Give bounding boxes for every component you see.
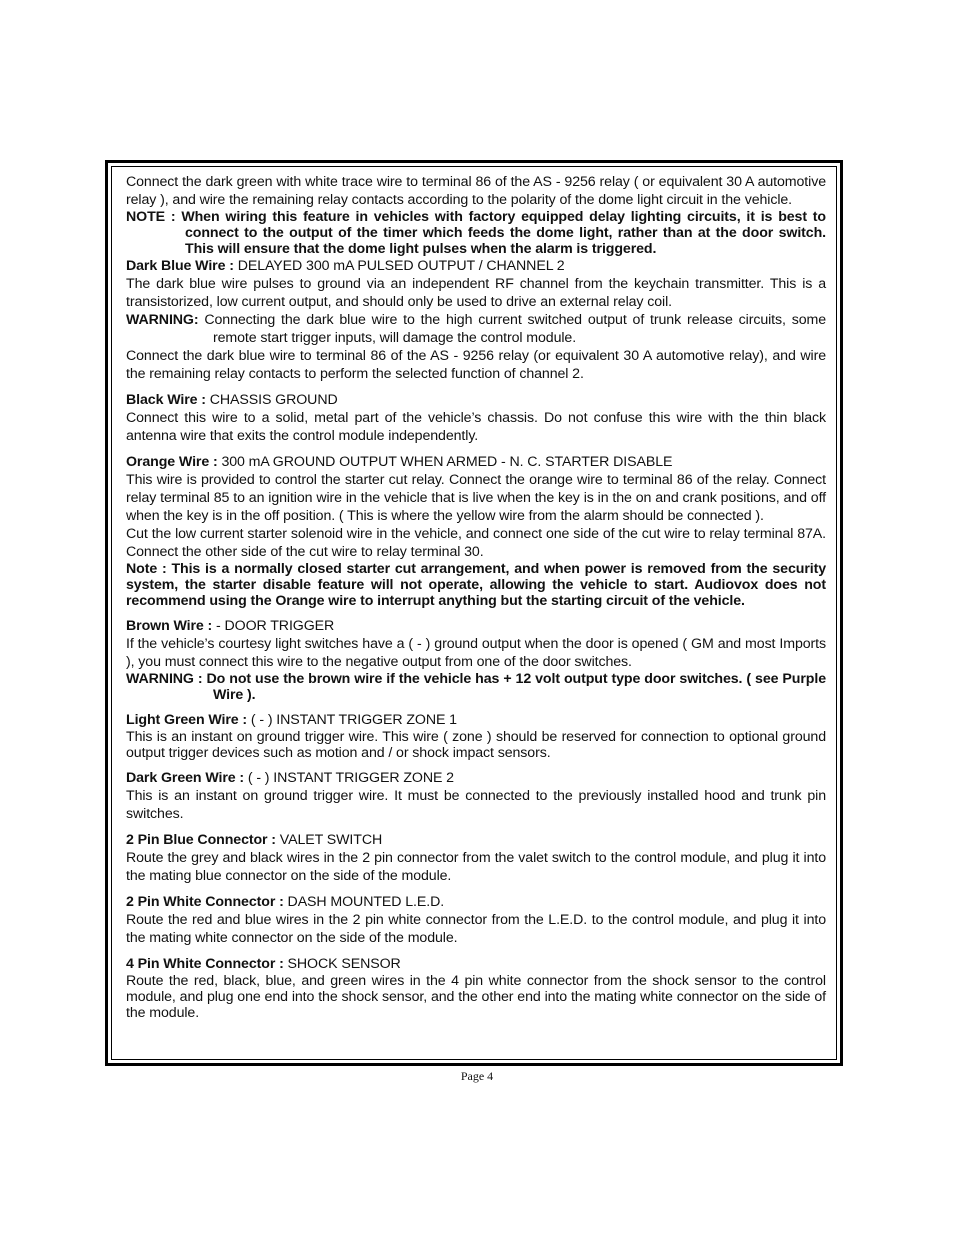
- brown-title: - DOOR TRIGGER: [216, 618, 335, 634]
- dark-green-label: Dark Green Wire :: [126, 770, 248, 786]
- light-green-heading: [126, 711, 826, 729]
- light-green-title: ( - ) INSTANT TRIGGER ZONE 1: [250, 712, 457, 728]
- brown-warning: WARNING : Do not use the brown wire if the vehicle has + 12 volt output type door switches. ( see Purple Wire ).: [126, 671, 826, 703]
- light-green-text: This is an instant on ground trigger wire. This wire ( zone ) should be reserved for connection to optional ground output trigger devices such as motion and / or shock impact sensors.: [126, 729, 826, 761]
- four-pin-label: 4 Pin White Connector :: [126, 956, 288, 972]
- white-connector-text: Route the red and blue wires in the 2 pin white connector from the L.E.D. to the control module, and plug it into the mating white connector on the side of the module.: [126, 912, 826, 946]
- page-frame: [105, 160, 843, 1066]
- blue-connector-text: Route the grey and black wires in the 2 pin connector from the valet switch to the control module, and plug it into the mating blue connector on the side of the module.: [126, 850, 826, 884]
- orange-heading: [126, 453, 826, 471]
- four-pin-heading: [126, 955, 826, 973]
- dark-blue-heading: [126, 257, 826, 275]
- black-text: Connect this wire to a solid, metal part of the vehicle’s chassis. Do not confuse this wire with the thin black antenna wire that exits the control module independently.: [126, 410, 826, 444]
- orange-text: This wire is provided to control the starter cut relay. Connect the orange wire to terminal 86 of the relay. Connect relay terminal 85 to an ignition wire in the vehicle that is live when the key is in the on and crank positions, and off when the key is in the off position. ( This is where the yellow wire from the alarm should be connected ).: [126, 472, 826, 524]
- blue-connector-label: 2 Pin Blue Connector :: [126, 832, 280, 848]
- white-connector-title: DASH MOUNTED L.E.D.: [287, 894, 445, 910]
- page-number: Page 4: [460, 1069, 494, 1083]
- dark-blue-text-2: Connect the dark blue wire to terminal 86 of the AS - 9256 relay (or equivalent 30 A automotive relay), and wire the remaining relay contacts to perform the selected function of channel 2.: [126, 348, 826, 382]
- dark-blue-text: The dark blue wire pulses to ground via an independent RF channel from the keychain transmitter. This is a transistorized, low current output, and should only be used to drive an external relay coil.: [126, 276, 826, 310]
- orange-label: Orange Wire :: [126, 454, 222, 470]
- light-green-label: Light Green Wire :: [126, 712, 251, 728]
- black-label: Black Wire :: [126, 392, 210, 408]
- orange-note: Note : This is a normally closed starter cut arrangement, and when power is removed from the security system, the starter disable feature will not operate, allowing the vehicle to start. Audiovox does not recommend using the Orange wire to interrupt anything but the starting circuit of the vehicle.: [126, 561, 826, 609]
- content-box: [111, 166, 837, 1060]
- blue-connector-title: VALET SWITCH: [279, 832, 383, 848]
- four-pin-text: Route the red, black, blue, and green wires in the 4 pin white connector from the shock sensor to the control module, and plug one end into the shock sensor, and the other end into the mating white connector on the side of the module.: [126, 973, 826, 1021]
- brown-text: If the vehicle’s courtesy light switches have a ( - ) ground output when the door is opened ( GM and most Imports ), you must connect this wire to the negative output from one of the door switches.: [126, 636, 826, 670]
- white-connector-heading: [126, 893, 826, 911]
- dark-blue-title: DELAYED 300 mA PULSED OUTPUT / CHANNEL 2: [237, 258, 565, 274]
- black-title: CHASSIS GROUND: [209, 392, 338, 408]
- brown-label: Brown Wire :: [126, 618, 217, 634]
- black-heading: [126, 391, 826, 409]
- dark-blue-warning: [126, 311, 826, 347]
- dark-green-title: ( - ) INSTANT TRIGGER ZONE 2: [247, 770, 454, 786]
- dark-green-heading: [126, 769, 826, 787]
- intro-paragraph: Connect the dark green with white trace wire to terminal 86 of the AS - 9256 relay ( or equivalent 30 A automotive relay ), and wire the remaining relay contacts according to the polarity of the dome light circuit in the vehicle.: [126, 174, 826, 208]
- dark-blue-label: Dark Blue Wire :: [126, 258, 238, 274]
- blue-connector-heading: [126, 831, 826, 849]
- dark-blue-warning-label: WARNING:: [126, 312, 199, 328]
- four-pin-title: SHOCK SENSOR: [287, 956, 401, 972]
- brown-heading: [126, 617, 826, 635]
- orange-text-2: Cut the low current starter solenoid wire in the vehicle, and connect one side of the cut wire to relay terminal 87A. Connect the other side of the cut wire to relay terminal 30.: [126, 526, 826, 560]
- dark-blue-warning-text: Connecting the dark blue wire to the high current switched output of trunk release circuits, some remote start trigger inputs, will damage the control module.: [198, 312, 826, 346]
- document-body: [126, 173, 826, 1021]
- white-connector-label: 2 Pin White Connector :: [126, 894, 288, 910]
- orange-title: 300 mA GROUND OUTPUT WHEN ARMED - N. C. STARTER DISABLE: [221, 454, 673, 470]
- note-delay-lighting: NOTE : When wiring this feature in vehicles with factory equipped delay lighting circuits, it is best to connect to the output of the timer which feeds the dome light, rather than at the door switch. This will ensure that the dome light pulses when the alarm is triggered.: [126, 209, 826, 257]
- dark-green-text: This is an instant on ground trigger wire. It must be connected to the previously installed hood and trunk pin switches.: [126, 788, 826, 822]
